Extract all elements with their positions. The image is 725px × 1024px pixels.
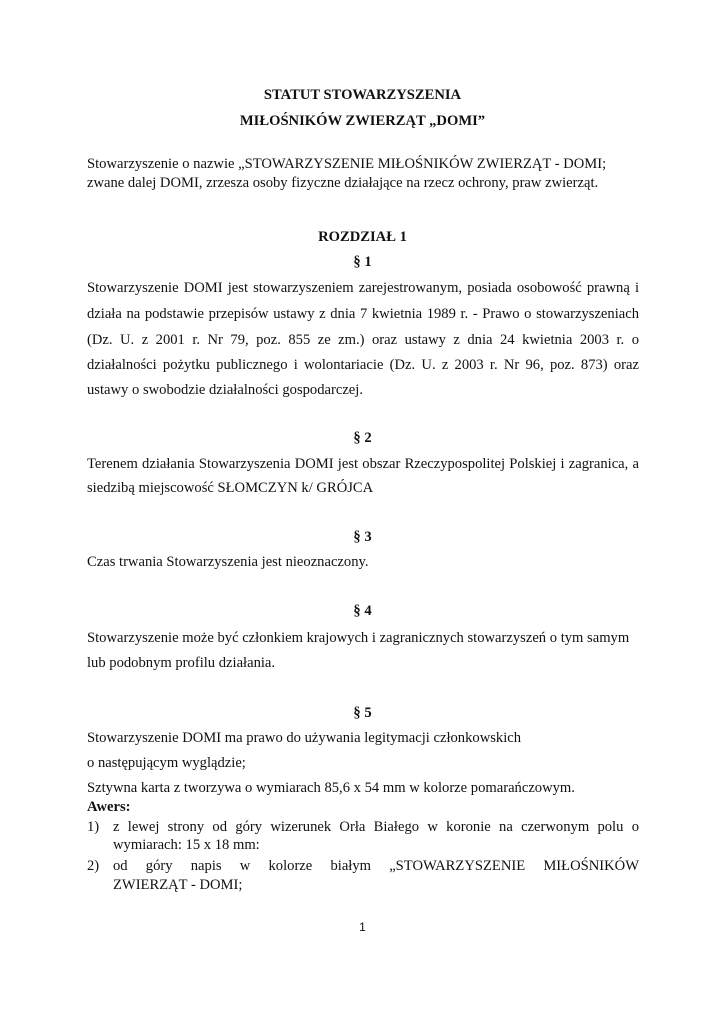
section-3-heading: § 3 — [353, 529, 372, 545]
section-3-line-1: Czas trwania Stowarzyszenia jest nieoznaczony. — [87, 554, 369, 570]
page-number: 1 — [359, 920, 366, 934]
section-2-line-2: siedzibą miejscowość SŁOMCZYN k/ GRÓJCA — [87, 480, 374, 496]
section-5-line-1: Stowarzyszenie DOMI ma prawo do używania legitymacji członkowskich — [87, 730, 522, 746]
section-4-heading: § 4 — [353, 603, 372, 619]
list-item-2-number: 2) — [87, 858, 100, 874]
section-2-heading: § 2 — [353, 430, 372, 446]
list-item-1-line-1: z lewej strony od góry wizerunek Orła Białego w koronie na czerwonym polu o — [113, 819, 639, 835]
section-4-line-2: lub podobnym profilu działania. — [87, 655, 276, 671]
section-4-line-1: Stowarzyszenie może być członkiem krajowych i zagranicznych stowarzyszeń o tym samym — [87, 630, 630, 646]
document-title-line-1: STATUT STOWARZYSZENIA — [263, 87, 462, 103]
section-1-line-5: ustawy o swobodzie działalności gospodarczej. — [87, 382, 363, 398]
section-2-line-1: Terenem działania Stowarzyszenia DOMI jest obszar Rzeczypospolitej Polskiej i zagranica, a — [87, 456, 639, 472]
section-1-line-2: działa na podstawie przepisów ustawy z dnia 7 kwietnia 1989 r. - Prawo o stowarzyszeniach — [87, 306, 639, 322]
section-1-line-3: (Dz. U. z 2001 r. Nr 79, poz. 855 ze zm.) oraz ustawy z dnia 24 kwietnia 2003 r. o — [87, 332, 639, 348]
section-1-heading: § 1 — [353, 254, 372, 270]
section-5-line-3: Sztywna karta z tworzywa o wymiarach 85,6 x 54 mm w kolorze pomarańczowym. — [87, 780, 575, 796]
list-item-1-line-2: wymiarach: 15 x 18 mm: — [113, 837, 260, 853]
list-item-2-line-1: od góry napis w kolorze białym „STOWARZYSZENIE MIŁOŚNIKÓW — [113, 858, 639, 874]
chapter-heading: ROZDZIAŁ 1 — [318, 229, 407, 245]
intro-line-1: Stowarzyszenie o nazwie „STOWARZYSZENIE MIŁOŚNIKÓW ZWIERZĄT - DOMI; — [87, 156, 607, 172]
awers-label: Awers: — [87, 799, 131, 815]
list-item-2-line-2: ZWIERZĄT - DOMI; — [113, 877, 243, 893]
list-item-1-number: 1) — [87, 819, 100, 835]
intro-line-2: zwane dalej DOMI, zrzesza osoby fizyczne działające na rzecz ochrony, praw zwierząt. — [87, 175, 599, 191]
document-title-line-2: MIŁOŚNIKÓW ZWIERZĄT „DOMI” — [239, 113, 486, 129]
section-1-line-1: Stowarzyszenie DOMI jest stowarzyszeniem zarejestrowanym, posiada osobowość prawną i — [87, 280, 639, 296]
section-1-line-4: działalności pożytku publicznego i wolontariacie (Dz. U. z 2003 r. Nr 96, poz. 873) oraz — [87, 357, 639, 373]
section-5-heading: § 5 — [353, 705, 372, 721]
section-5-line-2: o następującym wyglądzie; — [87, 755, 246, 771]
